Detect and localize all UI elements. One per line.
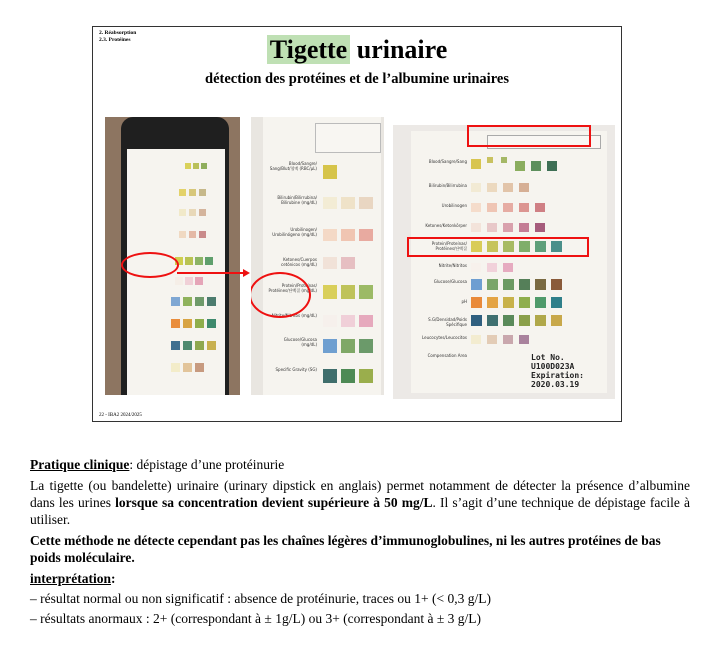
practice-text: : dépistage d’une protéinurie (129, 457, 285, 472)
reference-chart-label: Blood/Sangre/Sang Bilirubin/Bilirrubina Urobilinogen Ketones/Ketonkörper Protein/Proteínas/ Protéines/단백질 Nitrite/Nitritos Glucose/Glucosa pH S.G/Densidad/Poids Spécifique Leucocytes/Leucocitos Compensation Area Lot No. U100D023A Expiration: 2020.03.19 (411, 131, 607, 393)
lot-label: Lot No. (531, 353, 565, 362)
expiration-date: 2020.03.19 (531, 380, 580, 389)
interpretation-colon: : (110, 571, 116, 586)
interpretation-line-1: – résultat normal ou non significatif : absence de protéinurie, traces ou 1+ (< 0,3 g/L) (30, 591, 491, 606)
clinical-practice-heading (30, 456, 690, 473)
expiration-label: Expiration: (531, 371, 584, 380)
protein-row-circle-2 (251, 272, 311, 318)
practice-label: Pratique clinique (30, 457, 130, 472)
breadcrumb-subsection: 2.3. Protéines (99, 36, 131, 43)
slide (92, 26, 622, 422)
annotation-arrow (177, 272, 243, 274)
paragraph-1-end: . Il s’agit d’une technique de dépistage facile à utiliser. (30, 495, 690, 527)
protein-row-highlight (407, 237, 589, 257)
lot-number: U100D023A (531, 362, 575, 371)
breadcrumb-section: 2. Réabsorption (99, 30, 137, 36)
paragraph-1-bold: lorsque sa concentration devient supérieure à 50 mg/L (115, 495, 433, 510)
title-rest: urinaire (350, 35, 448, 64)
slide-footer: 22 - IBA2 2024/2025 (99, 413, 142, 418)
result-header-highlight (467, 125, 591, 147)
interpretation-label: interprétation (30, 571, 111, 586)
interpretation-heading (30, 570, 690, 587)
interpretation-line-2: – résultats anormaux : 2+ (correspondant à ± 1g/L) ou 3+ (correspondant à ± 3 g/L) (30, 611, 482, 626)
paragraph-2-bold: Cette méthode ne détecte cependant pas les chaînes légères d’immunoglobulines, ni les autres protéines de bas poids moléculaire. (30, 533, 661, 565)
title-highlight: Tigette (267, 35, 351, 64)
slide-title (93, 35, 621, 65)
paragraph-1-start: La tigette (ou bandelette) urinaire (urinary dipstick en anglais) permet notamment de détecter la présence d’albumine dans les urines (30, 478, 690, 510)
bottle-photo (105, 117, 240, 395)
label-closeup-photo (251, 117, 384, 395)
slide-subtitle: détection des protéines et de l’albumine urinaires (205, 71, 509, 87)
arrow-head-icon (243, 269, 250, 277)
closeup-label: Blood/Sangre/ Sang/Blut/혈액 (RBC/µL) Bilirubin/Bilirrubina/ Bilirubine (mg/dL) Urobilinogen/ Urobilinógeno (mg/dL) Ketones/Cuerpos cetónicos (mg/dL) Protein/Proteínas/ Protéines/단백질 (mg/dL) Nitrite/Nitritos (mg/dL) Glucose/Glucosa (mg/dL) Specific Gravity (SG) (263, 117, 381, 395)
paragraph-1 (30, 477, 690, 528)
paragraph-2 (30, 532, 690, 566)
protein-row-circle-1 (121, 252, 179, 278)
reference-chart-photo (393, 125, 615, 399)
lot-info (531, 353, 607, 389)
